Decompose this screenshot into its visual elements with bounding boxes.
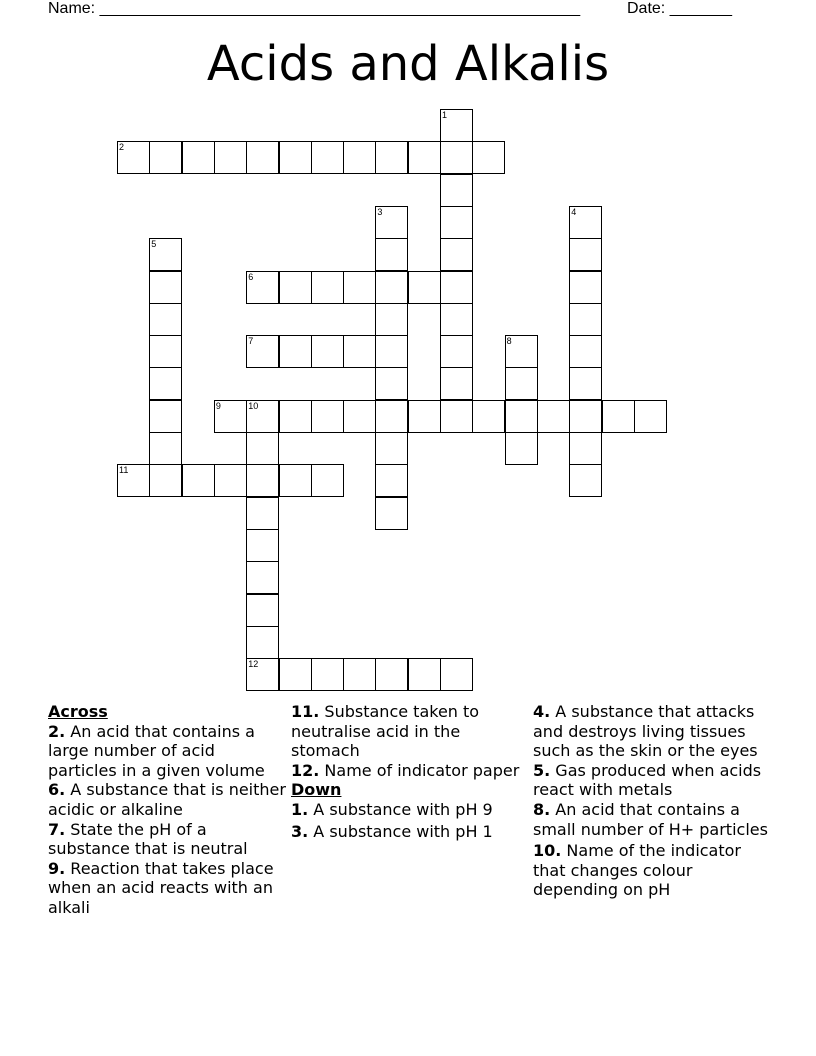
- grid-cell[interactable]: [440, 238, 473, 271]
- grid-cell[interactable]: [246, 464, 279, 497]
- clue-down-3: 3. A substance with pH 1: [291, 821, 493, 841]
- grid-cell[interactable]: [343, 141, 376, 174]
- clue-down-10: 10. Name of the indicator that changes colour depending on pH: [533, 841, 741, 900]
- grid-cell[interactable]: [311, 141, 344, 174]
- grid-cell[interactable]: [569, 238, 602, 271]
- clue-down-5: 5. Gas produced when acids react with metals: [533, 760, 762, 800]
- grid-cell[interactable]: [246, 529, 279, 562]
- grid-cell[interactable]: [279, 658, 312, 691]
- grid-cell[interactable]: [440, 400, 473, 433]
- clue-across-6: 6. A substance that is neither acidic or alkaline: [48, 780, 286, 819]
- clue-number-label: 2: [119, 142, 125, 153]
- clue-number-label: 5: [151, 239, 157, 250]
- grid-cell[interactable]: [440, 303, 473, 336]
- grid-cell[interactable]: [279, 271, 312, 304]
- grid-cell[interactable]: [149, 464, 182, 497]
- grid-cell[interactable]: [343, 271, 376, 304]
- grid-cell[interactable]: [214, 141, 247, 174]
- clues-column-3: [533, 702, 773, 900]
- grid-cell[interactable]: [440, 206, 473, 239]
- across-heading: Across: [48, 702, 108, 721]
- grid-cell[interactable]: [279, 335, 312, 368]
- grid-cell[interactable]: [375, 432, 408, 465]
- grid-cell[interactable]: [569, 432, 602, 465]
- grid-cell[interactable]: [375, 400, 408, 433]
- grid-cell[interactable]: [569, 271, 602, 304]
- clue-across-12: 12. Name of indicator paper: [291, 760, 520, 780]
- grid-cell[interactable]: [375, 206, 408, 239]
- clues-column-2: [291, 702, 527, 841]
- grid-cell[interactable]: [311, 400, 344, 433]
- grid-cell[interactable]: [472, 141, 505, 174]
- grid-cell[interactable]: [117, 464, 150, 497]
- grid-cell[interactable]: [149, 303, 182, 336]
- grid-cell[interactable]: [279, 400, 312, 433]
- clue-number-label: 8: [506, 336, 512, 347]
- name-field-line[interactable]: Name: ______________________________________________________: [48, 0, 581, 17]
- grid-cell[interactable]: [149, 432, 182, 465]
- clue-number-label: 6: [248, 271, 254, 282]
- grid-cell[interactable]: [311, 335, 344, 368]
- grid-cell[interactable]: [408, 400, 441, 433]
- grid-cell[interactable]: [440, 367, 473, 400]
- grid-cell[interactable]: [505, 335, 538, 368]
- grid-cell[interactable]: [343, 400, 376, 433]
- grid-cell[interactable]: [246, 626, 279, 659]
- clue-across-9: 9. Reaction that takes place when an acid reacts with an alkali: [48, 858, 274, 917]
- grid-cell[interactable]: [343, 335, 376, 368]
- clue-down-8: 8. An acid that contains a small number of H+ particles: [533, 799, 768, 839]
- grid-cell[interactable]: [149, 271, 182, 304]
- grid-cell[interactable]: [149, 335, 182, 368]
- grid-cell[interactable]: [214, 400, 247, 433]
- grid-cell[interactable]: [569, 206, 602, 239]
- grid-cell[interactable]: [569, 400, 602, 433]
- grid-cell[interactable]: [440, 109, 473, 142]
- clue-number-label: 4: [571, 206, 577, 217]
- grid-cell[interactable]: [537, 400, 570, 433]
- grid-cell[interactable]: [569, 335, 602, 368]
- clue-number-label: 9: [215, 400, 221, 411]
- clue-number-label: 10: [248, 400, 259, 411]
- grid-cell[interactable]: [246, 658, 279, 691]
- clue-number-label: 12: [248, 659, 259, 670]
- grid-cell[interactable]: [246, 335, 279, 368]
- grid-cell[interactable]: [279, 464, 312, 497]
- grid-cell[interactable]: [569, 303, 602, 336]
- clue-number-label: 3: [377, 206, 383, 217]
- grid-cell[interactable]: [440, 658, 473, 691]
- grid-cell[interactable]: [569, 367, 602, 400]
- grid-cell[interactable]: [375, 141, 408, 174]
- clue-number-label: 7: [248, 336, 254, 347]
- grid-cell[interactable]: [375, 464, 408, 497]
- grid-cell[interactable]: [505, 432, 538, 465]
- grid-cell[interactable]: [149, 141, 182, 174]
- grid-cell[interactable]: [149, 367, 182, 400]
- grid-cell[interactable]: [246, 497, 279, 530]
- grid-cell[interactable]: [569, 464, 602, 497]
- clue-down-4: 4. A substance that attacks and destroys living tissues such as the skin or the eyes: [533, 702, 758, 761]
- grid-cell[interactable]: [246, 432, 279, 465]
- clues-column-1: [48, 702, 286, 918]
- grid-cell[interactable]: [214, 464, 247, 497]
- page-title: Acids and Alkalis: [206, 36, 610, 92]
- grid-cell[interactable]: [375, 335, 408, 368]
- grid-cell[interactable]: [505, 400, 538, 433]
- grid-cell[interactable]: [311, 658, 344, 691]
- grid-cell[interactable]: [440, 335, 473, 368]
- grid-cell[interactable]: [182, 141, 215, 174]
- grid-cell[interactable]: [408, 658, 441, 691]
- grid-cell[interactable]: [311, 271, 344, 304]
- clue-across-2: 2. An acid that contains a large number of acid particles in a given volume: [48, 721, 265, 780]
- date-field-line[interactable]: Date: _______: [627, 0, 732, 17]
- grid-cell[interactable]: [117, 141, 150, 174]
- grid-cell[interactable]: [182, 464, 215, 497]
- grid-cell[interactable]: [505, 367, 538, 400]
- grid-cell[interactable]: [375, 303, 408, 336]
- grid-cell[interactable]: [246, 594, 279, 627]
- grid-cell[interactable]: [440, 174, 473, 207]
- grid-cell[interactable]: [472, 400, 505, 433]
- grid-cell[interactable]: [602, 400, 635, 433]
- grid-cell[interactable]: [634, 400, 667, 433]
- grid-cell[interactable]: [375, 238, 408, 271]
- grid-cell[interactable]: [246, 271, 279, 304]
- down-heading: Down: [291, 780, 342, 800]
- grid-cell[interactable]: [440, 141, 473, 174]
- grid-cell[interactable]: [408, 271, 441, 304]
- grid-cell[interactable]: [375, 271, 408, 304]
- grid-cell[interactable]: [246, 141, 279, 174]
- grid-cell[interactable]: [149, 238, 182, 271]
- clue-across-7: 7. State the pH of a substance that is neutral: [48, 819, 248, 859]
- grid-cell[interactable]: [408, 141, 441, 174]
- grid-cell[interactable]: [311, 464, 344, 497]
- grid-cell[interactable]: [343, 658, 376, 691]
- grid-cell[interactable]: [279, 141, 312, 174]
- clue-across-11: 11. Substance taken to neutralise acid in the stomach: [291, 702, 480, 761]
- grid-cell[interactable]: [375, 497, 408, 530]
- grid-cell[interactable]: [375, 658, 408, 691]
- grid-cell[interactable]: [149, 400, 182, 433]
- grid-cell[interactable]: [375, 367, 408, 400]
- clue-number-label: 11: [119, 465, 129, 476]
- clue-number-label: 1: [442, 110, 448, 120]
- grid-cell[interactable]: [246, 400, 279, 433]
- grid-cell[interactable]: [440, 271, 473, 304]
- grid-cell[interactable]: [246, 561, 279, 594]
- clue-down-1: 1. A substance with pH 9: [291, 799, 493, 819]
